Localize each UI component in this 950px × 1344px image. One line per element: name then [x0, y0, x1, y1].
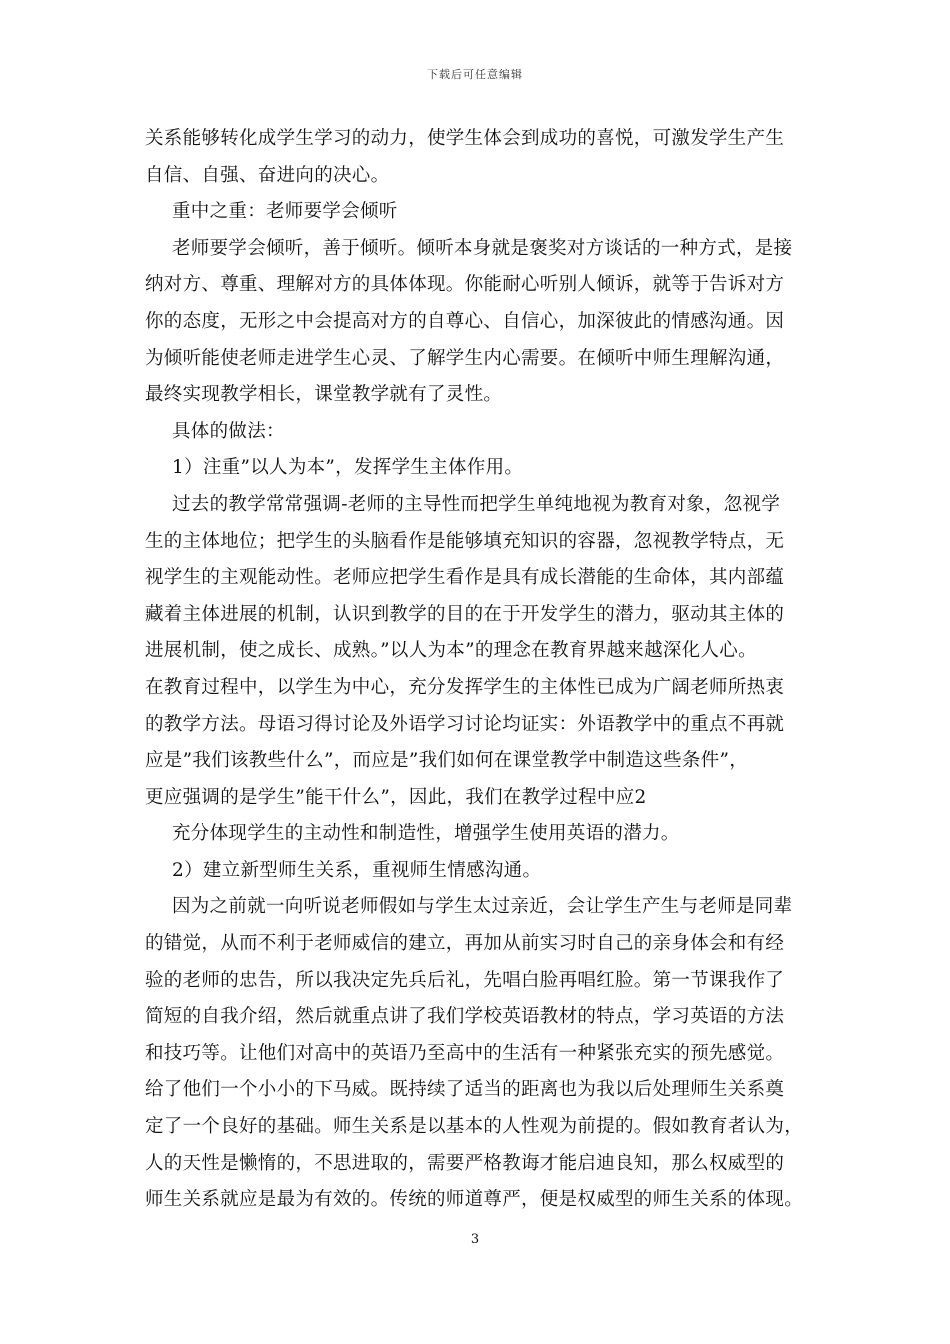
text-line: 师生关系就应是最为有效的。传统的师道尊严，便是权威型的师生关系的体现。: [145, 1189, 804, 1211]
page-header: 下载后可任意编辑: [427, 68, 523, 81]
text-line: 关系能够转化成学生学习的动力，使学生体会到成功的喜悦，可激发学生产生: [145, 128, 785, 149]
text-line: 更应强调的是学生”能干什么”，因此，我们在教学过程中应2: [145, 786, 647, 808]
text-line: 自信、自强、奋进向的决心。: [145, 164, 390, 186]
text-line: 应是”我们该教些什么”，而应是”我们如何在课堂教学中制造这些条件”，: [145, 750, 749, 772]
text-line: 给了他们一个小小的下马威。既持续了适当的距离也为我以后处理师生关系奠: [145, 1079, 785, 1101]
text-line: 1）注重”以人为本”，发挥学生主体作用。: [172, 457, 524, 479]
text-line: 过去的教学常常强调-老师的主导性而把学生单纯地视为教育对象，忽视学: [172, 493, 781, 515]
page-number: 3: [470, 1232, 480, 1247]
text-line: 验的老师的忠告，所以我决定先兵后礼，先唱白脸再唱红脸。第一节课我作了: [145, 969, 785, 991]
text-line: 老师要学会倾听，善于倾听。倾听本身就是褒奖对方谈话的一种方式，是接: [172, 237, 793, 259]
text-line: 藏着主体进展的机制，认识到教学的目的在于开发学生的潜力，驱动其主体的: [145, 603, 785, 625]
text-line: 的教学方法。母语习得讨论及外语学习讨论均证实：外语教学中的重点不再就: [145, 713, 785, 735]
text-line: 视学生的主观能动性。老师应把学生看作是具有成长潜能的生命体，其内部蕴: [145, 567, 785, 589]
text-line: 和技巧等。让他们对高中的英语乃至高中的生活有一种紧张充实的预先感觉。: [145, 1042, 785, 1064]
text-line: 因为之前就一向听说老师假如与学生太过亲近，会让学生产生与老师是同辈: [172, 896, 793, 918]
text-line: 你的态度，无形之中会提高对方的自尊心、自信心，加深彼此的情感沟通。因: [145, 310, 785, 332]
text-line: 定了一个良好的基础。师生关系是以基本的人性观为前提的。假如教育者认为，: [145, 1116, 804, 1138]
text-line: 为倾听能使老师走进学生心灵、了解学生内心需要。在倾听中师生理解沟通，: [145, 347, 785, 369]
text-line: 在教育过程中，以学生为中心，充分发挥学生的主体性已成为广阔老师所热衷: [145, 676, 785, 698]
text-line: 重中之重：老师要学会倾听: [172, 201, 398, 223]
text-line: 简短的自我介绍，然后就重点讲了我们学校英语教材的特点，学习英语的方法: [145, 1006, 785, 1028]
text-line: 2）建立新型师生关系，重视师生情感沟通。: [172, 859, 542, 881]
text-line: 的错觉，从而不利于老师威信的建立，再加从前实习时自己的亲身体会和有经: [145, 933, 785, 955]
text-line: 具体的做法：: [172, 420, 285, 442]
text-line: 纳对方、尊重、理解对方的具体体现。你能耐心听别人倾诉，就等于告诉对方: [145, 274, 785, 296]
text-line: 最终实现教学相长，课堂教学就有了灵性。: [145, 384, 503, 406]
text-line: 生的主体地位；把学生的头脑看作是能够填充知识的容器，忽视教学特点，无: [145, 530, 785, 552]
document-body: [145, 121, 817, 1219]
text-line: 充分体现学生的主动性和制造性，增强学生使用英语的潜力。: [172, 823, 680, 845]
text-line: 进展机制，使之成长、成熟。”以人为本”的理念在教育界越来越深化人心。: [145, 640, 757, 662]
text-line: 人的天性是懒惰的，不思进取的，需要严格教诲才能启迪良知，那么权威型的: [145, 1152, 785, 1174]
